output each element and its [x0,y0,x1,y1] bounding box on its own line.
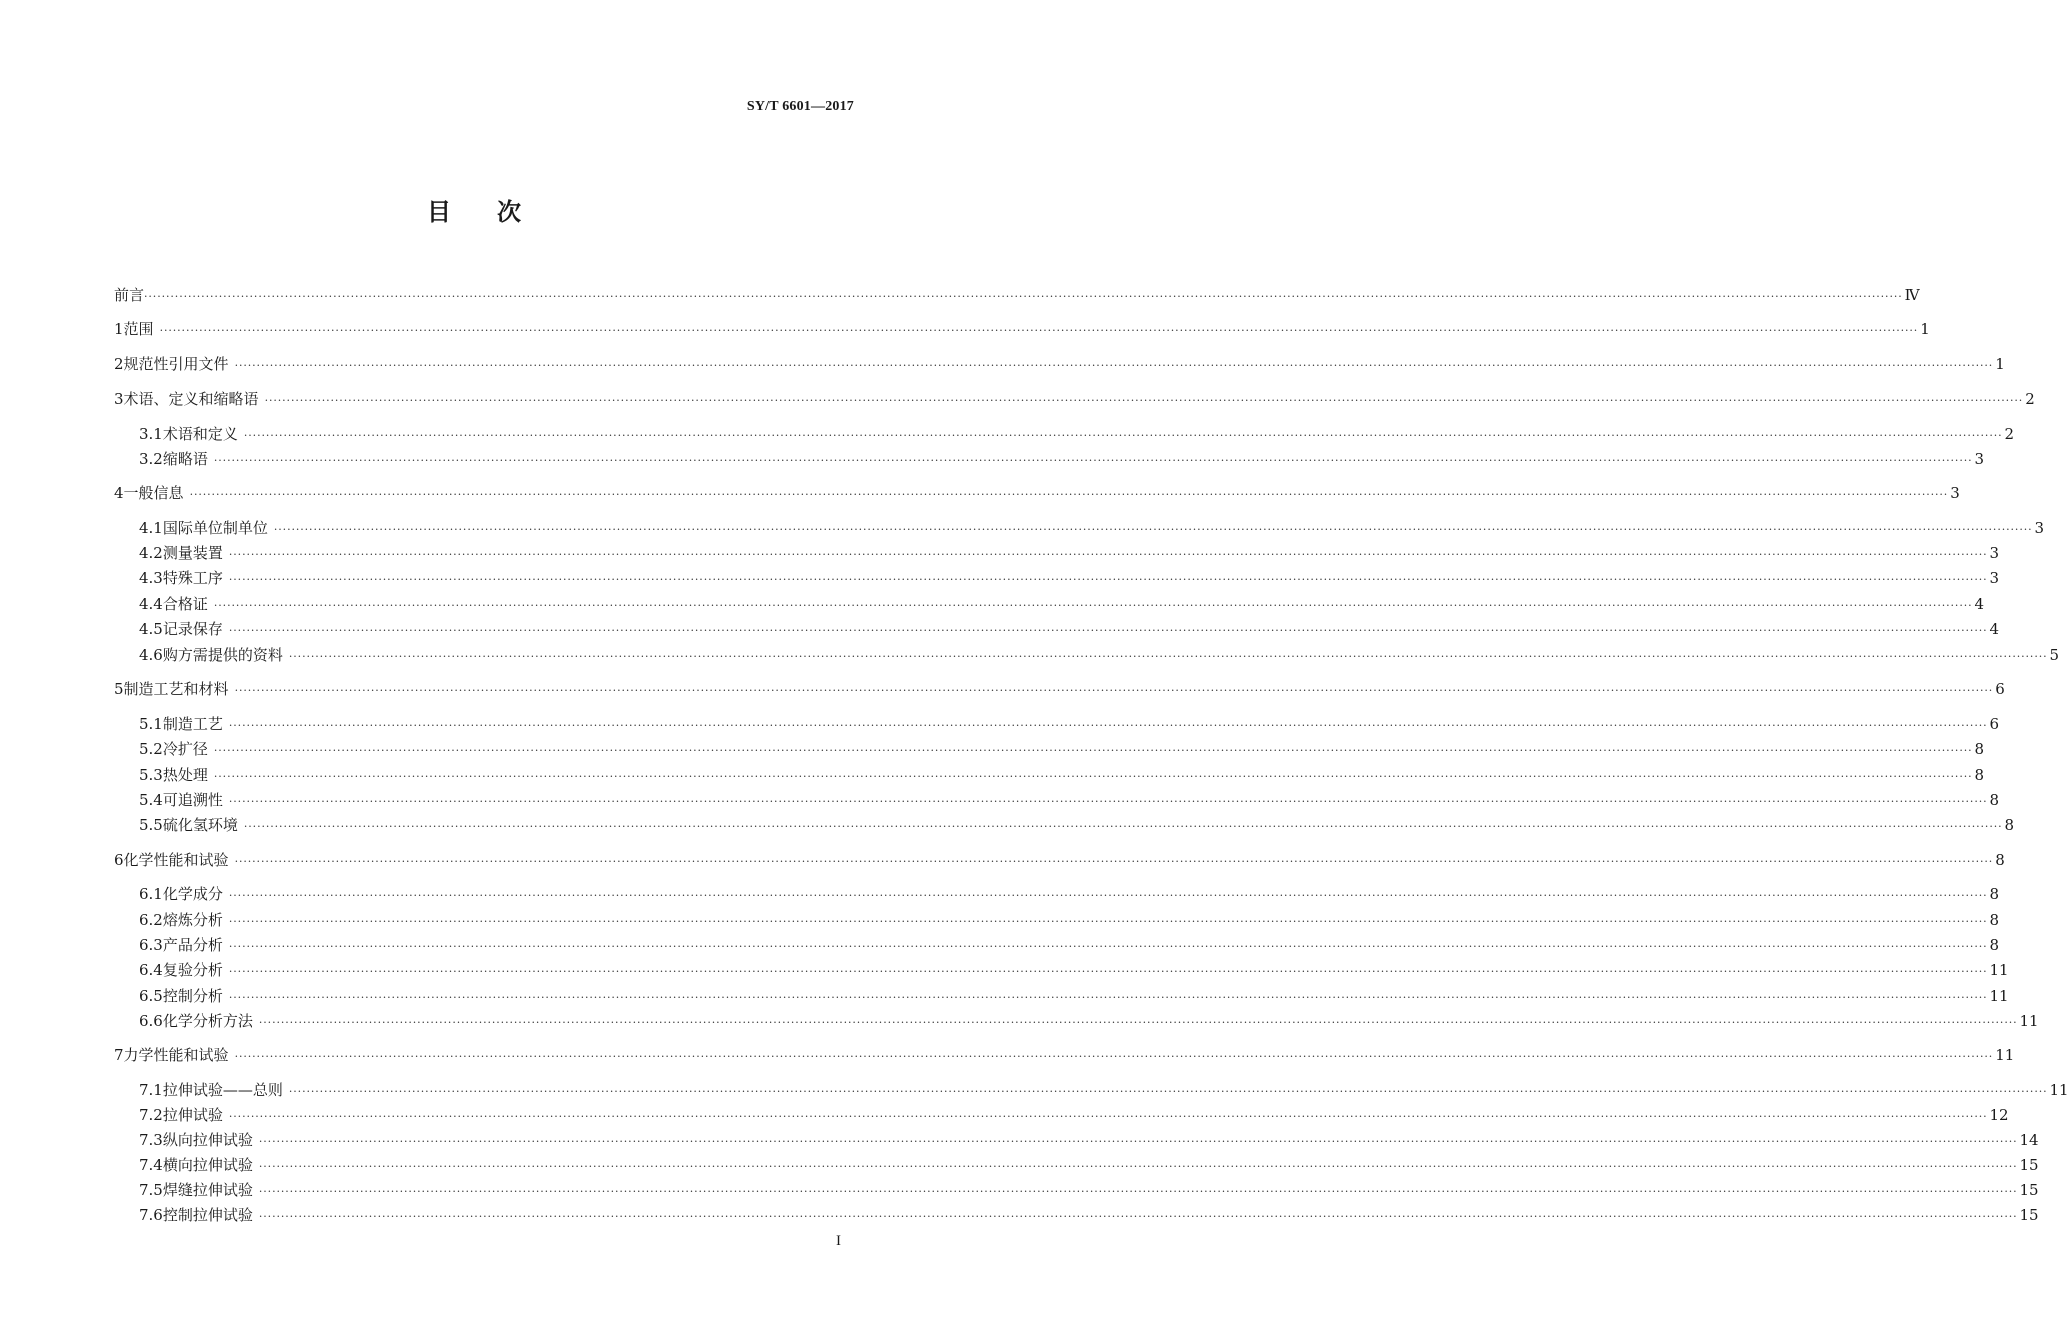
toc-entry-number: 4.2 [139,544,163,562]
toc-leader-dots: ················································································································································································································································································································································································································ [144,290,1903,303]
toc-entry-number: 5.3 [139,766,163,784]
toc-leader-dots: ················································································································································································································································································································································································································ [213,770,1973,783]
toc-entry-label: 一般信息 [123,484,184,502]
toc-entry[interactable] [114,849,2005,871]
toc-entry-number: 6.5 [139,987,163,1005]
toc-entry[interactable] [139,1104,2009,1126]
toc-leader-dots: ················································································································································································································································································································································································································ [228,889,1988,902]
toc-entry-number: 5.4 [139,791,163,809]
toc-entry-label: 焊缝拉伸试验 [162,1181,253,1199]
toc-entry[interactable] [139,789,2000,811]
toc-leader-dots: ················································································································································································································································································································································································································ [228,1110,1988,1123]
toc-entry[interactable] [139,985,2009,1007]
toc-leader-dots: ················································································································································································································································································································································································································ [228,573,1988,586]
toc-entry[interactable] [139,593,1985,615]
toc-leader-dots: ················································································································································································································································································································································································································ [213,599,1973,612]
toc-entry-number: 7.1 [139,1081,163,1099]
toc-entry-number: 4.4 [139,595,163,613]
toc-entry[interactable] [139,764,1985,786]
toc-entry-label: 化学性能和试验 [123,851,229,869]
toc-entry-label: 特殊工序 [162,569,223,587]
toc-entry[interactable] [139,1010,2039,1032]
toc-entry-label: 制造工艺 [162,715,223,733]
toc-leader-dots: ················································································································································································································································································································································································································ [258,1210,2018,1223]
toc-entry-label: 国际单位制单位 [162,519,268,537]
toc-entry-page: 15 [2019,1181,2039,1199]
toc-entry-page: 2 [2025,390,2035,408]
toc-leader-dots: ················································································································································································································································································································································································································ [159,324,1919,337]
toc-entry[interactable] [139,713,2000,735]
toc-entry[interactable] [139,1154,2039,1176]
toc-entry[interactable] [139,959,2009,981]
toc-entry-label: 复验分析 [162,961,223,979]
toc-entry-number: 6.1 [139,885,163,903]
toc-entry-number: 5 [114,680,124,698]
toc-entry-number: 1 [114,320,124,338]
toc-entry[interactable] [114,482,1960,504]
toc-entry-label: 拉伸试验——总则 [162,1081,283,1099]
toc-leader-dots: ················································································································································································································································································································································································································ [213,454,1973,467]
toc-entry-number: 3.1 [139,425,163,443]
toc-entry-page: 11 [1989,987,2009,1005]
toc-entry[interactable] [114,388,2035,410]
toc-entry-page: 8 [1989,791,2000,809]
toc-entry-label: 力学性能和试验 [123,1046,229,1064]
toc-entry-label: 化学成分 [162,885,223,903]
toc-entry-page: 8 [1974,766,1985,784]
toc-entry[interactable] [139,618,2000,640]
toc-entry-label: 范围 [123,320,154,338]
toc-entry-label: 前言 [114,286,145,304]
toc-entry-label: 冷扩径 [162,740,208,758]
toc-entry-label: 硫化氢环境 [162,816,238,834]
toc-entry-label: 产品分析 [162,936,223,954]
toc-entry[interactable] [139,423,2015,445]
toc-entry[interactable] [139,1129,2039,1151]
toc-entry[interactable] [139,883,2000,905]
toc-leader-dots: ················································································································································································································································································································································································································ [258,1185,2018,1198]
toc-entry-page: 6 [1989,715,2000,733]
toc-entry-label: 拉伸试验 [162,1106,223,1124]
toc-leader-dots: ················································································································································································································································································································································································································ [234,855,1994,868]
page-number: I [836,1233,841,1249]
toc-entry[interactable] [139,644,2060,666]
toc-entry-page: 8 [1974,740,1985,758]
toc-leader-dots: ················································································································································································································································································································································································································ [189,488,1949,501]
toc-leader-dots: ················································································································································································································································································································································································································ [258,1160,2018,1173]
toc-leader-dots: ················································································································································································································································································································································································································ [228,624,1988,637]
toc-leader-dots: ················································································································································································································································································································································································································ [228,965,1988,978]
toc-leader-dots: ················································································································································································································································································································································································································ [234,359,1994,372]
toc-entry-page: 1 [1920,320,1930,338]
toc-entry-page: 12 [1989,1106,2009,1124]
toc-entry-number: 6.6 [139,1012,163,1030]
toc-entry-page: 15 [2019,1156,2039,1174]
toc-entry-number: 4.1 [139,519,163,537]
toc-entry-number: 6.3 [139,936,163,954]
toc-entry-label: 可追溯性 [162,791,223,809]
toc-entry-label: 横向拉伸试验 [162,1156,253,1174]
toc-entry-number: 7.5 [139,1181,163,1199]
title-char-1: 目 [427,197,453,226]
toc-leader-dots: ················································································································································································································································································································································································································ [228,940,1988,953]
toc-entry-page: 11 [2049,1081,2069,1099]
toc-entry-label: 规范性引用文件 [123,355,229,373]
toc-entry[interactable] [114,1044,2015,1066]
toc-entry-label: 合格证 [162,595,208,613]
toc-entry-label: 术语、定义和缩略语 [123,390,259,408]
toc-entry-number: 6.4 [139,961,163,979]
toc-entry-label: 控制拉伸试验 [162,1206,253,1224]
toc-entry-page: 8 [1989,911,2000,929]
toc-entry-page: 11 [2019,1012,2039,1030]
toc-entry-page: 14 [2019,1131,2039,1149]
toc-entry-number: 7 [114,1046,124,1064]
toc-entry[interactable] [139,1204,2039,1226]
toc-entry-number: 7.6 [139,1206,163,1224]
toc-entry-page: 3 [2034,519,2045,537]
toc-entry[interactable] [114,353,2005,375]
toc-leader-dots: ················································································································································································································································································································································································································ [258,1016,2018,1029]
toc-entry-label: 熔炼分析 [162,911,223,929]
toc-entry[interactable] [139,814,2015,836]
toc-entry-label: 测量装置 [162,544,223,562]
page-title [0,192,950,227]
toc-entry-page: 8 [1989,936,2000,954]
toc-entry[interactable] [114,318,1930,340]
toc-leader-dots: ················································································································································································································································································································································································································ [228,915,1988,928]
toc-entry-page: 3 [1989,569,2000,587]
toc-entry-page: 8 [1995,851,2005,869]
toc-entry-label: 制造工艺和材料 [123,680,229,698]
title-char-2: 次 [497,197,523,226]
toc-leader-dots: ················································································································································································································································································································································································································ [213,744,1973,757]
toc-leader-dots: ················································································································································································································································································································································································································ [273,523,2033,536]
toc-entry-label: 记录保存 [162,620,223,638]
toc-entry-number: 4.3 [139,569,163,587]
toc-entry[interactable] [114,284,1920,306]
toc-entry-page: 3 [1989,544,2000,562]
toc-entry[interactable] [139,934,2000,956]
toc-entry[interactable] [139,517,2045,539]
toc-entry-label: 缩略语 [162,450,208,468]
toc-entry-number: 3 [114,390,124,408]
toc-leader-dots: ················································································································································································································································································································································································································ [234,1050,1994,1063]
toc-entry-label: 化学分析方法 [162,1012,253,1030]
toc-leader-dots: ················································································································································································································································································································································································································ [264,394,2024,407]
toc-entry[interactable] [139,542,2000,564]
toc-entry[interactable] [139,1079,2069,1101]
toc-entry-label: 热处理 [162,766,208,784]
toc-entry-number: 7.3 [139,1131,163,1149]
toc-entry-number: 5.1 [139,715,163,733]
toc-entry-label: 纵向拉伸试验 [162,1131,253,1149]
toc-leader-dots: ················································································································································································································································································································································································································ [243,429,2003,442]
toc-leader-dots: ················································································································································································································································································································································································································ [234,684,1994,697]
toc-entry-number: 2 [114,355,124,373]
toc-entry-number: 7.2 [139,1106,163,1124]
toc-entry[interactable] [139,1179,2039,1201]
toc-entry-label: 购方需提供的资料 [162,646,283,664]
toc-entry-page: 3 [1974,450,1985,468]
toc-entry-number: 7.4 [139,1156,163,1174]
toc-entry-page: 8 [2004,816,2015,834]
toc-leader-dots: ················································································································································································································································································································································································································ [228,991,1988,1004]
toc-entry[interactable] [139,567,2000,589]
standard-code: SY/T 6601—2017 [746,99,854,114]
toc-entry[interactable] [139,738,1985,760]
toc-leader-dots: ················································································································································································································································································································································································································ [228,548,1988,561]
toc-leader-dots: ················································································································································································································································································································································································································ [243,820,2003,833]
toc-entry-page: Ⅳ [1904,286,1920,304]
toc-leader-dots: ················································································································································································································································································································································································································ [288,650,2048,663]
toc-leader-dots: ················································································································································································································································································································································································································ [228,719,1988,732]
toc-entry-page: 1 [1995,355,2005,373]
toc-entry-page: 8 [1989,885,2000,903]
toc-entry-page: 4 [1989,620,2000,638]
toc-entry-number: 5.5 [139,816,163,834]
toc-entry-number: 6 [114,851,124,869]
toc-entry-page: 15 [2019,1206,2039,1224]
toc-entry-number: 4 [114,484,124,502]
toc-entry-page: 2 [2004,425,2015,443]
toc-entry-number: 5.2 [139,740,163,758]
toc-entry-label: 术语和定义 [162,425,238,443]
toc-leader-dots: ················································································································································································································································································································································································································ [258,1135,2018,1148]
toc-entry-page: 5 [2049,646,2060,664]
toc-entry-page: 11 [1989,961,2009,979]
toc-entry-number: 6.2 [139,911,163,929]
toc-entry-page: 3 [1950,484,1960,502]
toc-entry-page: 6 [1995,680,2005,698]
toc-entry-label: 控制分析 [162,987,223,1005]
toc-entry-page: 11 [1995,1046,2015,1064]
toc-entry[interactable] [139,448,1985,470]
toc-entry-number: 3.2 [139,450,163,468]
toc-entry-number: 4.6 [139,646,163,664]
toc-leader-dots: ················································································································································································································································································································································································································ [228,795,1988,808]
toc-entry-page: 4 [1974,595,1985,613]
toc-entry[interactable] [139,909,2000,931]
toc-leader-dots: ················································································································································································································································································································································································································ [288,1085,2048,1098]
toc-entry[interactable] [114,678,2005,700]
toc-entry-number: 4.5 [139,620,163,638]
